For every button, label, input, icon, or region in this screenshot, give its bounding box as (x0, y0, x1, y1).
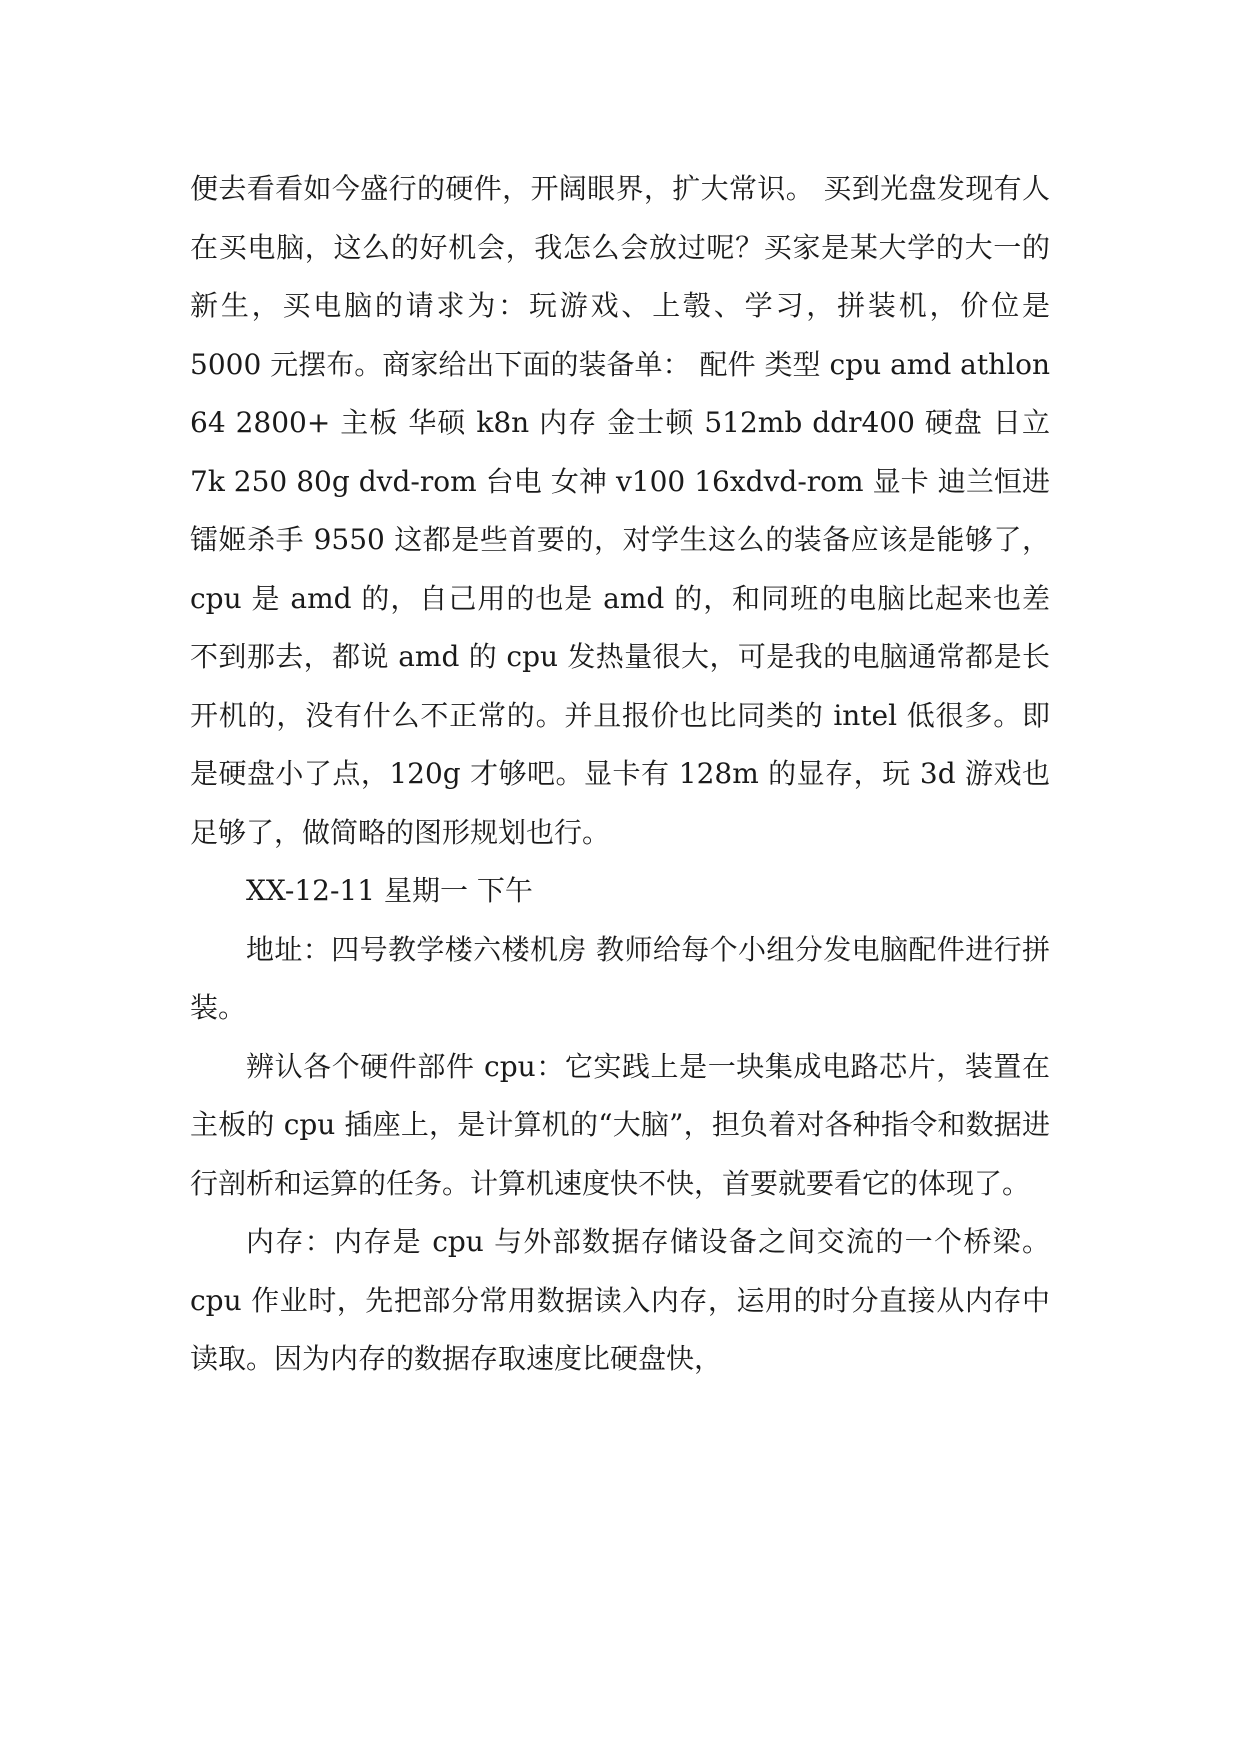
paragraph-memory: 内存：内存是 cpu 与外部数据存储设备之间交流的一个桥梁。cpu 作业时，先把部分常用数据读入内存，运用的时分直接从内存中读取。因为内存的数据存取速度比硬盘快， (190, 1225, 1050, 1375)
document-body (190, 160, 1050, 1389)
paragraph-location: 地址：四号教学楼六楼机房 教师给每个小组分发电脑配件进行拼装。 (190, 932, 1050, 1024)
paragraph-cpu: 辨认各个硬件部件 cpu：它实践上是一块集成电路芯片，装置在主板的 cpu 插座上，是计算机的“大脑”，担负着对各种指令和数据进行剖析和运算的任务。计算机速度快不快，首要就要看它的体现了。 (190, 1049, 1050, 1200)
paragraph-hardware-purchase: 便去看看如今盛行的硬件，开阔眼界，扩大常识。 买到光盘发现有人在买电脑，这么的好机会，我怎么会放过呢？买家是某大学的大一的新生，买电脑的请求为：玩游戏、上彀、学习，拼装机，价位是 5000 元摆布。商家给出下面的装备单： 配件 类型 cpu amd athlon 64 2800+ 主板 华硕 k8n 内存 金士顿 512mb ddr400 硬盘 日立 7k 250 80g dvd-rom 台电 女神 v100 16xdvd-rom 显卡 迪兰恒进 镭姬杀手 9550 这都是些首要的，对学生这么的装备应该是能够了，cpu 是 amd 的，自己用的也是 amd 的，和同班的电脑比起来也差不到那去，都说 amd 的 cpu 发热量很大，可是我的电脑通常都是长开机的，没有什么不正常的。并且报价也比同类的 intel 低很多。即是硬盘小了点，120g 才够吧。显卡有 128m 的显存，玩 3d 游戏也足够了，做简略的图形规划也行。 (190, 172, 1050, 849)
paragraph-date: XX-12-11 星期一 下午 (246, 874, 533, 907)
